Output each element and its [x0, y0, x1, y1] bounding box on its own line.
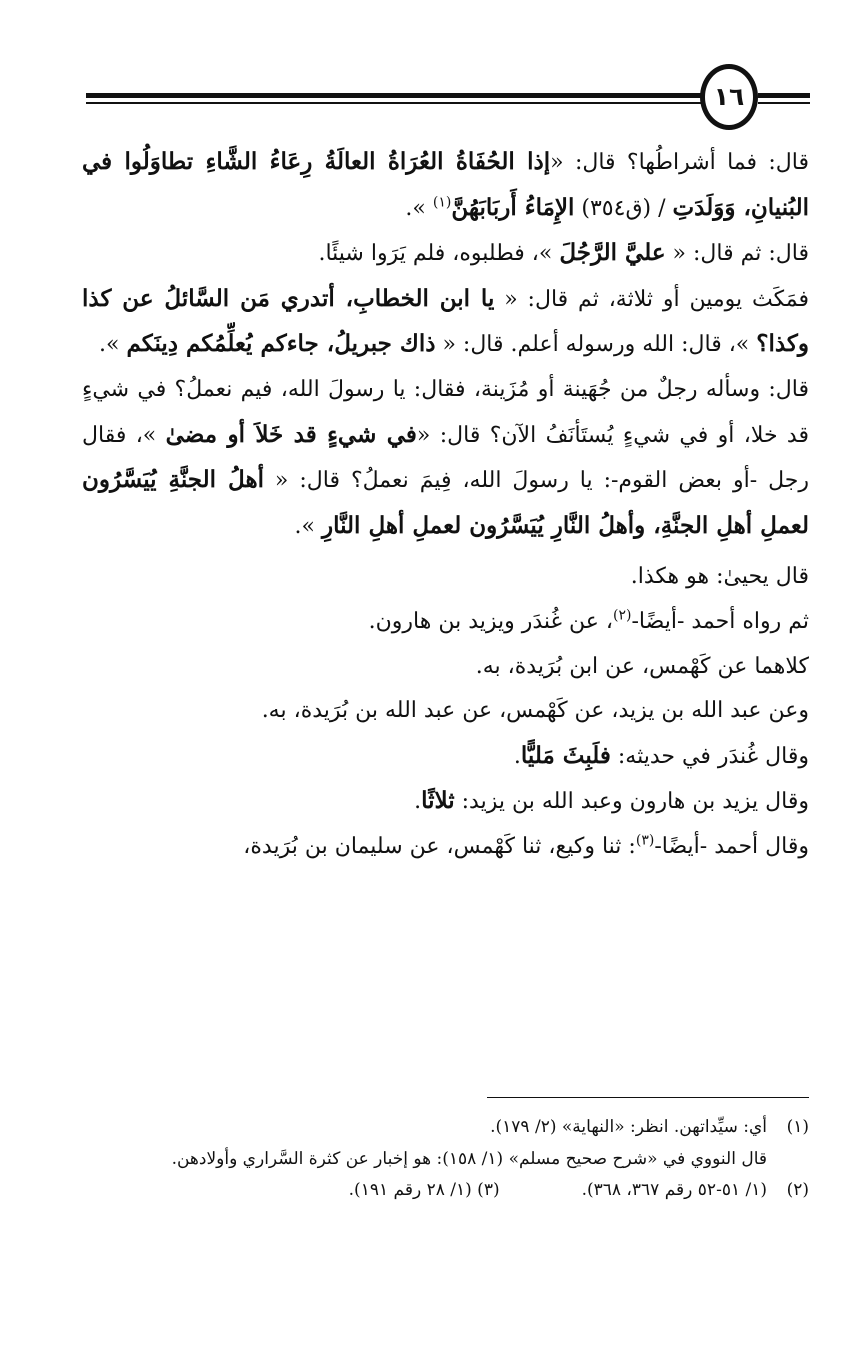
footnote-ref[interactable]: (٣): [635, 832, 655, 849]
paragraph: [82, 368, 809, 549]
page-number-badge: [700, 64, 758, 130]
footnote-1-continuation: [82, 1144, 809, 1176]
footnote-1-text-2: قال النووي في «شرح صحيح مسلم» (١/ ١٥٨): هو إخبار عن كثرة السَّراري وأولادهن.: [171, 1148, 767, 1169]
text-segment: وقال أحمد -أيضًا-: [654, 833, 809, 859]
footnote-2-text: (١/ ٥١-٥٢ رقم ٣٦٧، ٣٦٨).: [581, 1180, 767, 1200]
hadith-text: يا ابن الخطابِ، أتدري مَن السَّائلُ عن كذا وكذا؟: [82, 284, 809, 358]
text-segment: وقال غُندَر في حديثه:: [610, 743, 809, 769]
text-segment: قال يحيىٰ: هو هكذا.: [630, 564, 809, 590]
paragraph: [82, 231, 809, 277]
text-segment: .: [414, 789, 422, 815]
paragraph: [82, 140, 809, 231]
text-segment: قال: ثم قال: «: [665, 241, 809, 267]
text-segment: »، فقال رجل -أو بعض القوم-: يا رسولَ الله، فِيمَ نعملُ؟ قال: «: [82, 422, 809, 494]
footnote-3-number: (٣): [477, 1180, 500, 1200]
text-segment: كلاهما عن كَهْمس، عن ابن بُرَيدة، به.: [475, 653, 809, 679]
hadith-text: فلَبِثَ مَليًّا: [520, 741, 611, 769]
header-rule-thin: [86, 102, 710, 104]
hadith-text: الإِمَاءُ أَربَابَهُنَّ: [451, 193, 575, 221]
text-segment: ».: [405, 195, 433, 221]
paragraph: [82, 645, 809, 690]
page-header: [0, 0, 855, 140]
text-segment: وعن عبد الله بن يزيد، عن كَهْمس، عن عبد الله بن بُرَيدة، به.: [261, 698, 809, 724]
text-segment: قال: فما أشراطُها؟ قال: «: [550, 150, 809, 175]
paragraph: [82, 734, 809, 780]
paragraph: [82, 600, 809, 645]
footnote-1-number: (١): [786, 1117, 809, 1137]
paragraph: [82, 689, 809, 734]
header-rule-right-thick: [758, 93, 810, 98]
text-segment: .: [513, 743, 521, 769]
footnotes: [82, 1112, 809, 1207]
footnote-ref[interactable]: (١): [432, 194, 452, 211]
text-segment: فمَكَث يومين أو ثلاثة، ثم قال: «: [494, 286, 809, 312]
footnote-3-text: (١/ ٢٨ رقم ١٩١).: [348, 1180, 472, 1200]
text-segment: : ثنا وكيع، ثنا كَهْمس، عن سليمان بن بُرَيدة،: [243, 833, 636, 859]
paragraph: [82, 779, 809, 825]
footnote-ref[interactable]: (٢): [613, 607, 632, 624]
footnote-2-3: [82, 1175, 809, 1207]
hadith-text: إذا الحُفَاةُ العُرَاةُ العالَةُ رِعَاءُ الشَّاءِ تطاوَلُوا في البُنيانِ، وَوَلَدَتِ: [82, 148, 809, 221]
text-segment: ، عن غُندَر ويزيد بن هارون.: [368, 608, 614, 634]
header-rule-thick: [86, 93, 710, 98]
text-segment: / (ق٣٥٤): [574, 195, 673, 221]
text-segment: ».: [98, 332, 127, 358]
text-segment: ثم رواه أحمد -أيضًا-: [631, 608, 809, 634]
text-segment: قال: وسأله رجلٌ من جُهَينة أو مُزَينة، فقال: يا رسولَ الله، فيم نعملُ؟ في شيءٍ قد خلا، أو في شيءٍ يُستَأنَفُ الآن؟ قال: «: [82, 376, 809, 448]
hadith-text: ثلاثًا: [421, 787, 455, 815]
hadith-text: عليَّ الرَّجُلَ: [559, 239, 666, 267]
text-segment: ».: [294, 513, 322, 539]
footnote-2-number: (٢): [786, 1180, 809, 1200]
main-text: [82, 140, 809, 870]
text-segment: »، فطلبوه، فلم يَرَوا شيئًا.: [318, 241, 560, 267]
paragraph: [82, 825, 809, 870]
footnote-separator: [487, 1097, 809, 1098]
paragraph: [82, 277, 809, 368]
hadith-text: في شيءٍ قد خَلاَ أو مضىٰ: [165, 420, 417, 448]
footnote-1-text: أي: سيِّداتهن. انظر: «النهاية» (٢/ ١٧٩).: [490, 1117, 767, 1137]
paragraph: [82, 555, 809, 600]
hadith-text: ذاك جبريلُ، جاءكم يُعلِّمُكم دِينَكم: [126, 330, 436, 358]
header-rule-right-thin: [758, 102, 810, 104]
hadith-text: أهلُ الجنَّةِ يُيَسَّرُون لعملِ أهلِ الجنَّةِ، وأهلُ النَّارِ يُيَسَّرُون لعملِ أهلِ النَّارِ: [82, 466, 809, 539]
footnote-1: [82, 1112, 809, 1144]
text-segment: »، قال: الله ورسوله أعلم. قال: «: [435, 332, 757, 358]
page-number: ١٦: [713, 81, 745, 111]
text-segment: وقال يزيد بن هارون وعبد الله بن يزيد:: [454, 789, 809, 815]
